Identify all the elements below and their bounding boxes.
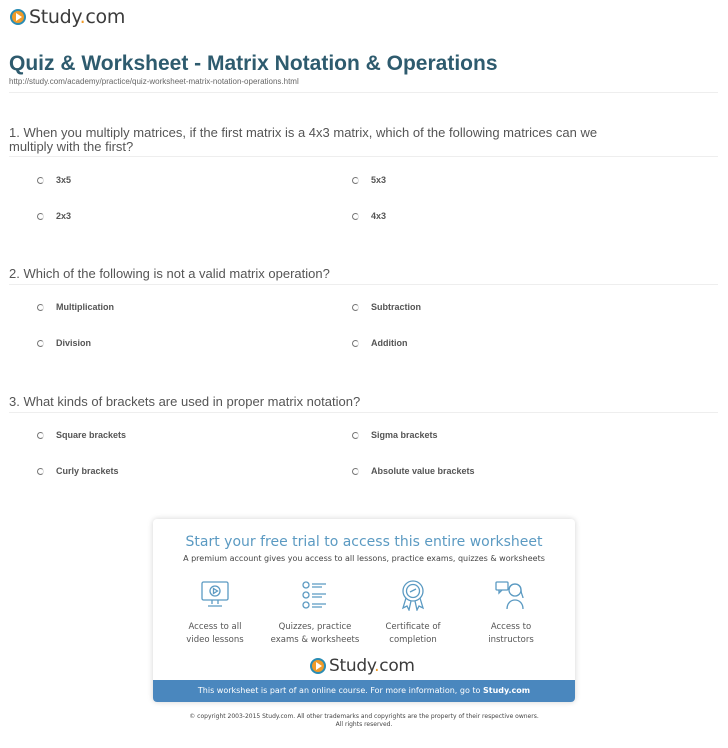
q1-option-c[interactable]: 2x3 — [37, 211, 71, 221]
radio-icon[interactable] — [352, 213, 359, 220]
promo-info-bar[interactable]: This worksheet is part of an online course. For more information, go to Study.com — [153, 680, 575, 702]
q2-option-d[interactable]: Addition — [352, 338, 408, 348]
q3-option-b[interactable]: Sigma brackets — [352, 430, 438, 440]
instructor-icon — [495, 579, 527, 611]
radio-icon[interactable] — [37, 177, 44, 184]
divider — [9, 412, 718, 413]
radio-icon[interactable] — [37, 213, 44, 220]
study-logo[interactable] — [10, 6, 125, 28]
q3-option-a[interactable]: Square brackets — [37, 430, 126, 440]
radio-icon[interactable] — [37, 468, 44, 475]
question-3: 3. What kinds of brackets are used in proper matrix notation? — [9, 394, 361, 409]
logo-text: Study.com — [29, 6, 126, 28]
logo-text: Study.com — [329, 656, 415, 676]
divider — [9, 156, 718, 157]
video-lesson-icon — [199, 579, 231, 611]
feature-certificate: Certificate of completion — [363, 579, 463, 647]
page-url[interactable]: http://study.com/academy/practice/quiz-worksheet-matrix-notation-operations.html — [9, 77, 299, 86]
feature-instructors: Access to instructors — [461, 579, 561, 647]
promo-subtitle: A premium account gives you access to all lessons, practice exams, quizzes & worksheets — [183, 554, 545, 563]
q1-option-b[interactable]: 5x3 — [352, 175, 386, 185]
radio-icon[interactable] — [352, 432, 359, 439]
page-title: Quiz & Worksheet - Matrix Notation & Operations — [9, 52, 498, 75]
q3-option-c[interactable]: Curly brackets — [37, 466, 119, 476]
study-logo-bottom[interactable] — [310, 656, 415, 676]
q3-option-d[interactable]: Absolute value brackets — [352, 466, 475, 476]
q2-option-c[interactable]: Division — [37, 338, 91, 348]
certificate-icon — [397, 579, 429, 611]
copyright-footer: © copyright 2003-2015 Study.com. All other trademarks and copyrights are the property of their respective owners. All rights reserved. — [189, 713, 539, 728]
radio-icon[interactable] — [352, 340, 359, 347]
divider — [9, 284, 718, 285]
promo-title: Start your free trial to access this entire worksheet — [185, 534, 543, 550]
play-logo-icon — [10, 9, 26, 25]
radio-icon[interactable] — [37, 432, 44, 439]
q1-option-d[interactable]: 4x3 — [352, 211, 386, 221]
radio-icon[interactable] — [352, 304, 359, 311]
radio-icon[interactable] — [37, 340, 44, 347]
q1-option-a[interactable]: 3x5 — [37, 175, 71, 185]
q2-option-b[interactable]: Subtraction — [352, 302, 421, 312]
feature-quizzes: Quizzes, practice exams & worksheets — [265, 579, 365, 647]
radio-icon[interactable] — [352, 468, 359, 475]
feature-video-lessons: Access to all video lessons — [165, 579, 265, 647]
q2-option-a[interactable]: Multiplication — [37, 302, 114, 312]
question-1: 1. When you multiply matrices, if the first matrix is a 4x3 matrix, which of the following matrices can we multiply with the first? — [9, 125, 598, 154]
free-trial-promo[interactable] — [153, 519, 575, 702]
question-2: 2. Which of the following is not a valid matrix operation? — [9, 266, 330, 281]
quiz-list-icon — [299, 579, 331, 611]
study-link[interactable]: Study.com — [482, 686, 531, 695]
radio-icon[interactable] — [37, 304, 44, 311]
radio-icon[interactable] — [352, 177, 359, 184]
play-logo-icon — [310, 658, 326, 674]
divider — [9, 92, 718, 93]
